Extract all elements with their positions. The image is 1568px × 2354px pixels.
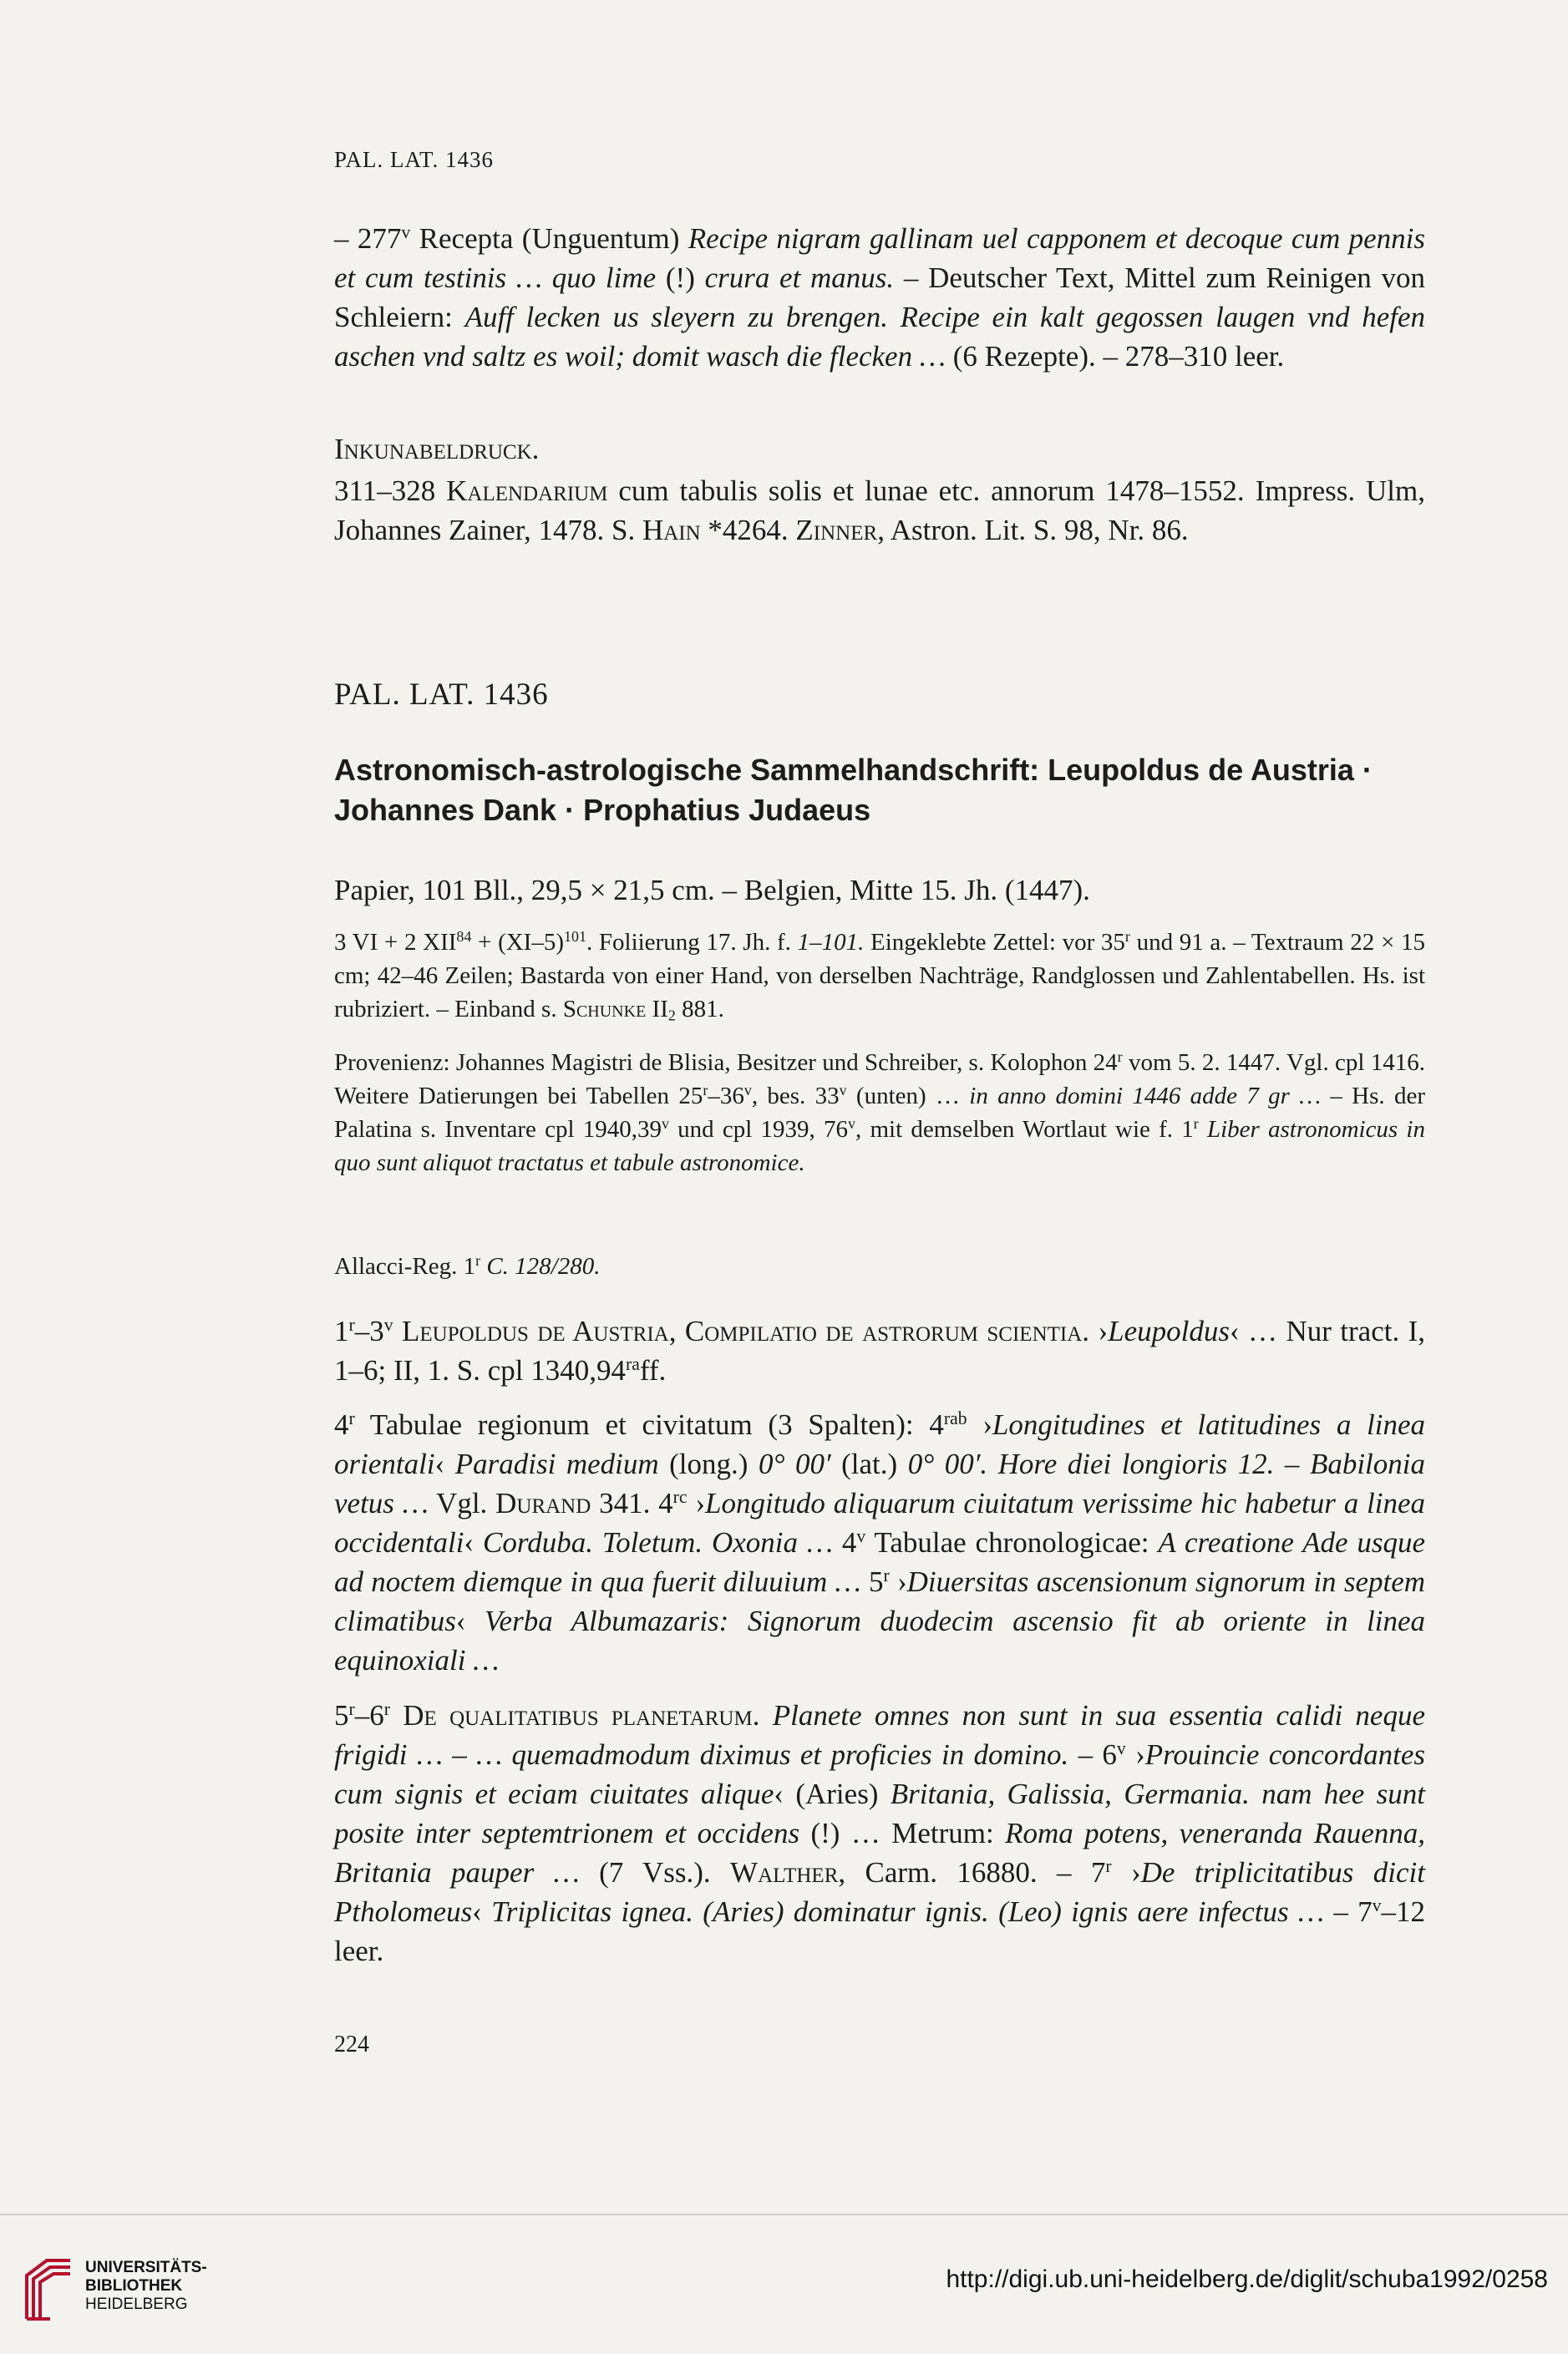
footer-divider bbox=[0, 2214, 1568, 2215]
entry-tabulae: 4$^r$ Tabulae regionum et civitatum (3 Spalten): $4^{rab}$ ›Longitudines et latitudines a linea orientali‹ Paradisi medium (long.) 0° 00′ (lat.) 0° 00′. Hore diei longioris 12. – Babilonia vetus … Vgl. Durand 341. $4^{rc}$ ›Longitudo aliquarum ciuitatum verissime hic habetur a linea occidentali‹ Corduba. Toletum. Oxonia … 4$^v$ Tabulae chronologicae: A creatione Ade usque ad noctem diemque in qua fuerit diluuium … 5$^r$ ›Diuersitas ascensionum signorum in septem climatibus‹ Verba Albumazaris: Signorum duodecim ascensio fit ab oriente in linea equinoxiali … bbox=[334, 1408, 1426, 1677]
section-title: PAL. LAT. 1436 bbox=[334, 677, 549, 712]
entry-de-qualitatibus: 5$^r$–6$^r$ De qualitatibus planetarum. Planete omnes non sunt in sua essentia calidi neque frigidi … – … quemadmodum diximus et proficies in domino. – 6$^v$ ›Prouincie concordantes cum signis et eciam ciuitates alique‹ (Aries) Britania, Galissia, Germania. nam hee sunt posite inter septemtrionem et occidens (!) … Metrum: Roma potens, veneranda Rauenna, Britania pauper … (7 Vss.). Walther, Carm. 16880. – 7$^r$ ›De triplicitatibus dicit Ptholomeus‹ Triplicitas ignea. (Aries) dominatur ignis. (Leo) ignis aere infectus … – 7$^v$–12 leer. bbox=[334, 1699, 1426, 1967]
running-head: PAL. LAT. 1436 bbox=[334, 147, 495, 172]
library-name[interactable] bbox=[85, 2259, 207, 2314]
university-library-logo-icon[interactable] bbox=[22, 2255, 75, 2322]
collation-paragraph: 3 VI + 2 $XII^{84} + (XI-5)^{101}$. Foliierung 17. Jh. f. 1–101. Eingeklebte Zettel: vor 35$^r$ und 91 a. – Textraum 22 × 15 cm; 42–46 Zeilen; Bastarda von einer Hand, von derselben Nachträge, Randglossen und Zahlentabellen. Hs. ist rubriziert. – Einband s. Schunke $II_2$ 881. bbox=[334, 928, 1425, 1024]
library-name-line-1: UNIVERSITÄTS- bbox=[85, 2259, 207, 2276]
inkunabel-heading: Inkunabeldruck. bbox=[334, 433, 540, 465]
entry-recepta: – 277$^v$ Recepta (Unguentum) Recipe nigram gallinam uel capponem et decoque cum pennis et cum testinis … quo lime (!) crura et manus. – Deutscher Text, Mittel zum Reinigen von Schleiern: Auff lecken us sleyern zu brengen. Recipe ein kalt gegossen laugen vnd hefen aschen vnd saltz es woil; domit wasch die flecken … (6 Rezepte). – 278–310 leer. bbox=[334, 222, 1426, 373]
entry-kalendarium: 311–328 Kalendarium cum tabulis solis et lunae etc. annorum 1478–1552. Impress. Ulm, Johannes Zainer, 1478. S. Hain *4264. Zinner, Astron. Lit. S. 98, Nr. 86. bbox=[334, 474, 1425, 546]
entry-leupoldus: 1$^r$–3$^v$ Leupoldus de Austria, Compilatio de astrorum scientia. ›Leupoldus‹ … Nur tract. I, 1–6; II, 1. S. cpl $1340,94^{ra}ff$. bbox=[334, 1315, 1426, 1387]
provenance-paragraph: Provenienz: Johannes Magistri de Blisia, Besitzer und Schreiber, s. Kolophon 24$^r$ vom 5. 2. 1447. Vgl. cpl 1416. Weitere Datierungen bei Tabellen 25$^r$–36$^v$, bes. 33$^v$ (unten) … in anno domini 1446 adde 7 gr … – Hs. der Palatina s. Inventare cpl 1940,39$^v$ und cpl 1939, 76$^v$, mit demselben Wortlaut wie f. 1$^r$ Liber astronomicus in quo sunt aliquot tractatus et tabule astronomice. bbox=[334, 1048, 1425, 1176]
allacci-reference: Allacci-Reg. 1$^r$ C. 128/280. bbox=[334, 1252, 601, 1280]
physical-description: Papier, 101 Bll., 29,5 × 21,5 cm. – Belgien, Mitte 15. Jh. (1447). bbox=[334, 874, 1090, 906]
library-name-line-2: BIBLIOTHEK bbox=[85, 2277, 183, 2295]
library-name-line-3: HEIDELBERG bbox=[85, 2296, 188, 2313]
manuscript-heading: Astronomisch-astrologische Sammelhandschrift: Leupoldus de Austria · Johannes Dank · Prophatius Judaeus bbox=[334, 753, 1373, 827]
source-url-link[interactable]: http://digi.ub.uni-heidelberg.de/diglit/schuba1992/0258 bbox=[946, 2265, 1548, 2293]
page-number: 224 bbox=[334, 2032, 369, 2057]
